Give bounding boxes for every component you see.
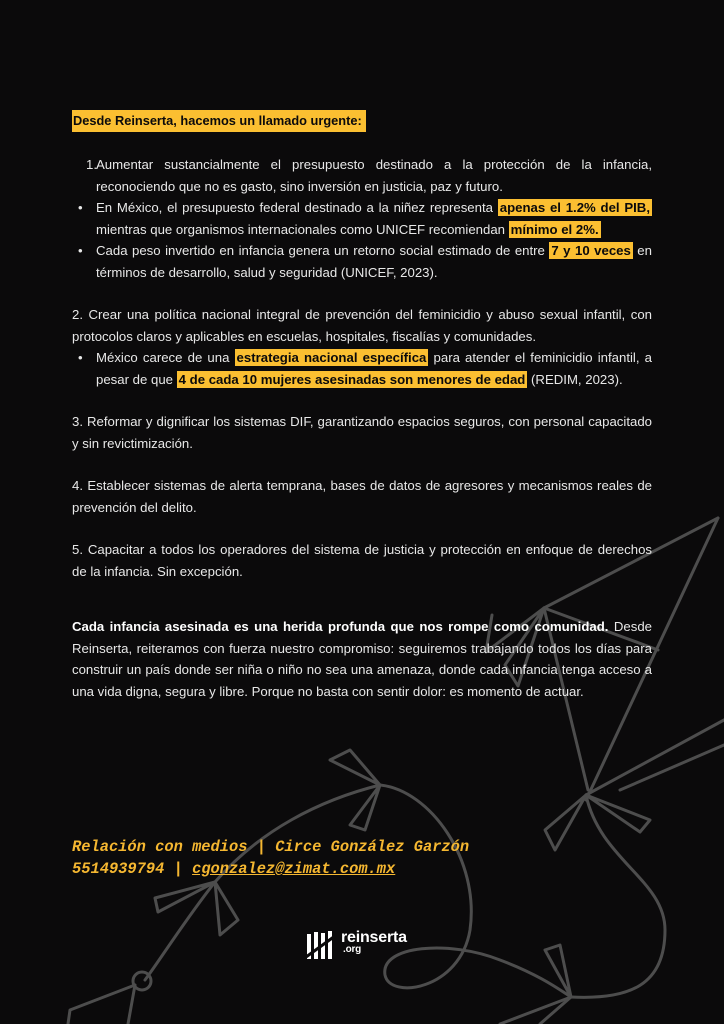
logo-wordmark bbox=[341, 930, 407, 955]
string-knot bbox=[133, 972, 151, 990]
contact-email-link[interactable]: cgonzalez@zimat.com.mx bbox=[192, 860, 396, 878]
bow-right-b bbox=[586, 795, 650, 832]
bullet-text: En México, el presupuesto federal destinado a la niñez representa bbox=[96, 200, 498, 215]
bullet-text: en términos de desarrollo, salud y seguridad (UNICEF, 2023). bbox=[96, 243, 652, 280]
media-contact-name: Relación con medios | Circe González Garzón bbox=[72, 838, 470, 856]
list-number: 1. bbox=[86, 157, 97, 172]
bow-left-a bbox=[155, 882, 215, 912]
list-item-2: 2. Crear una política nacional integral de prevención del feminicidio y abuso sexual infantil, con protocolos claros y aplicables en escuelas, hospitales, fiscalías y comunidades. bbox=[72, 307, 652, 344]
bullet-text: Cada peso invertido en infancia genera un retorno social estimado de entre bbox=[96, 243, 550, 258]
highlight-minimum: mínimo el 2%. bbox=[510, 221, 599, 237]
list-item-3: 3. Reformar y dignificar los sistemas DIF, garantizando espacios seguros, con personal capacitado y sin revictimización. bbox=[72, 414, 652, 451]
bullet-budget bbox=[72, 197, 652, 240]
bow-center-2 bbox=[350, 785, 380, 830]
list-item-4: 4. Establecer sistemas de alerta temprana, bases de datos de agresores y mecanismos reales de prevención del delito. bbox=[72, 478, 652, 515]
list-item-5: 5. Capacitar a todos los operadores del sistema de justicia y protección en enfoque de derechos de la infancia. Sin excepción. bbox=[72, 542, 652, 579]
statement-body bbox=[72, 110, 652, 702]
bow-lower-left-2 bbox=[128, 985, 135, 1024]
closing-bold-statement: Cada infancia asesinada es una herida profunda que nos rompe como comunidad. bbox=[72, 619, 609, 634]
bullet-text: mientras que organismos internacionales como UNICEF recomiendan bbox=[96, 221, 509, 237]
bullet-text: (REDIM, 2023). bbox=[527, 371, 623, 387]
media-contact bbox=[72, 836, 469, 880]
string-right bbox=[586, 720, 724, 795]
bow-bottom bbox=[545, 945, 571, 997]
list-item-1-text: Aumentar sustancialmente el presupuesto destinado a la protección de la infancia, reconociendo que no es gasto, sino inversión en justicia, paz y futuro. bbox=[96, 157, 652, 194]
list-item-2-bullets bbox=[72, 347, 652, 390]
logo-name: reinserta bbox=[341, 929, 407, 946]
highlight-pib: apenas el 1.2% del PIB, bbox=[499, 200, 650, 215]
contact-phone: 5514939794 bbox=[72, 860, 165, 878]
string-loop-center bbox=[380, 785, 571, 997]
reinserta-bars-logo-icon bbox=[306, 930, 336, 960]
list-item-1 bbox=[72, 154, 652, 197]
closing-paragraph bbox=[72, 616, 652, 702]
closing-text: Desde Reinserta, reiteramos con fuerza nuestro compromiso: seguiremos trabajando todos los días para construir un país donde ser niña o niño no sea una amenaza, donde cada infancia tenga acceso a una vida digna, segura y libre. Porque no basta con sentir dolor: es momento de actuar. bbox=[72, 619, 652, 699]
string-loop-right bbox=[571, 795, 665, 997]
bow-right-a bbox=[545, 795, 586, 850]
bullet-strategy bbox=[72, 347, 652, 390]
bullet-text: México carece de una bbox=[96, 350, 235, 365]
string-upper-right bbox=[620, 745, 724, 790]
bullet-text: para atender el feminicidio infantil, a pesar de que bbox=[96, 350, 652, 387]
string-bottom bbox=[500, 997, 571, 1024]
bow-lower-left bbox=[68, 985, 135, 1024]
highlight-return: 7 y 10 veces bbox=[551, 243, 631, 258]
highlight-statistic: 4 de cada 10 mujeres asesinadas son menores de edad bbox=[178, 371, 526, 387]
list-item-1-bullets bbox=[72, 197, 652, 283]
highlight-strategy: estrategia nacional específica bbox=[236, 350, 427, 365]
contact-separator: | bbox=[164, 860, 193, 878]
bullet-return bbox=[72, 240, 652, 283]
call-to-action-heading: Desde Reinserta, hacemos un llamado urgente: bbox=[72, 110, 366, 132]
reinserta-logo bbox=[306, 930, 407, 960]
logo-domain: .org bbox=[343, 944, 362, 955]
media-contact-details bbox=[72, 858, 469, 880]
string-bottom-2 bbox=[540, 997, 571, 1024]
bow-left-b bbox=[215, 882, 238, 935]
bow-center bbox=[330, 750, 380, 785]
